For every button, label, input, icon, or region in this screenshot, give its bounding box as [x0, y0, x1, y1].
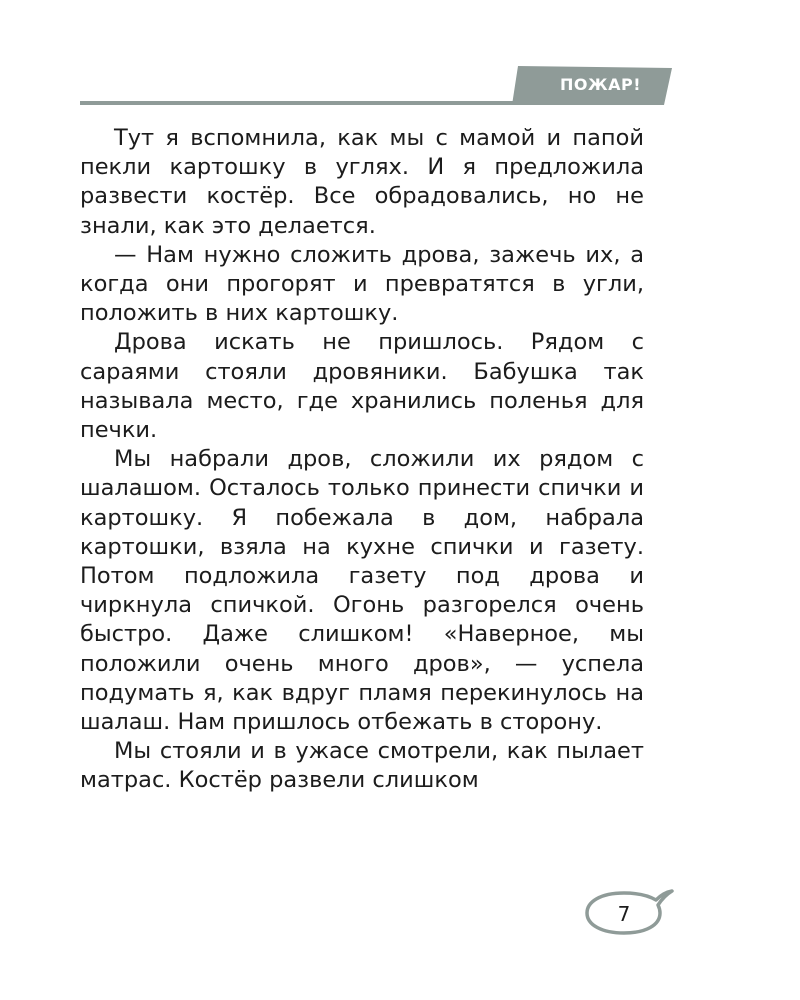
story-text — [80, 124, 644, 796]
chapter-tab — [512, 66, 674, 106]
paragraph: — Нам нужно сложить дрова, зажечь их, а когда они прогорят и превратятся в угли, положить в них картошку. — [80, 241, 644, 327]
page-number-badge — [582, 888, 676, 948]
page-number: 7 — [617, 902, 631, 926]
paragraph: Дрова искать не пришлось. Рядом с сараями стояли дровяники. Бабушка так называла место, где хранились поленья для печки. — [80, 329, 644, 444]
paragraph: Мы набрали дров, сложили их рядом с шалашом. Осталось только принести спички и картошку. Я побежала в дом, набрала картошки, взяла на кухне спички и газету. Потом подложила газету под дрова и чиркнула спичкой. Огонь разгорелся очень быстро. Даже слишком! «Наверное, мы положили очень много дров», — успела подумать я, как вдруг пламя перекинулось на шалаш. Нам пришлось отбежать в сторону. — [80, 446, 644, 736]
chapter-title: ПОЖАР! — [560, 75, 641, 94]
paragraph: Тут я вспомнила, как мы с мамой и папой пекли картошку в углях. И я предложила развести костёр. Все обрадовались, но не знали, как это делается. — [80, 125, 644, 239]
header-rule — [80, 101, 520, 105]
paragraph: Мы стояли и в ужасе смотрели, как пылает матрас. Костёр развели слишком — [80, 738, 644, 794]
